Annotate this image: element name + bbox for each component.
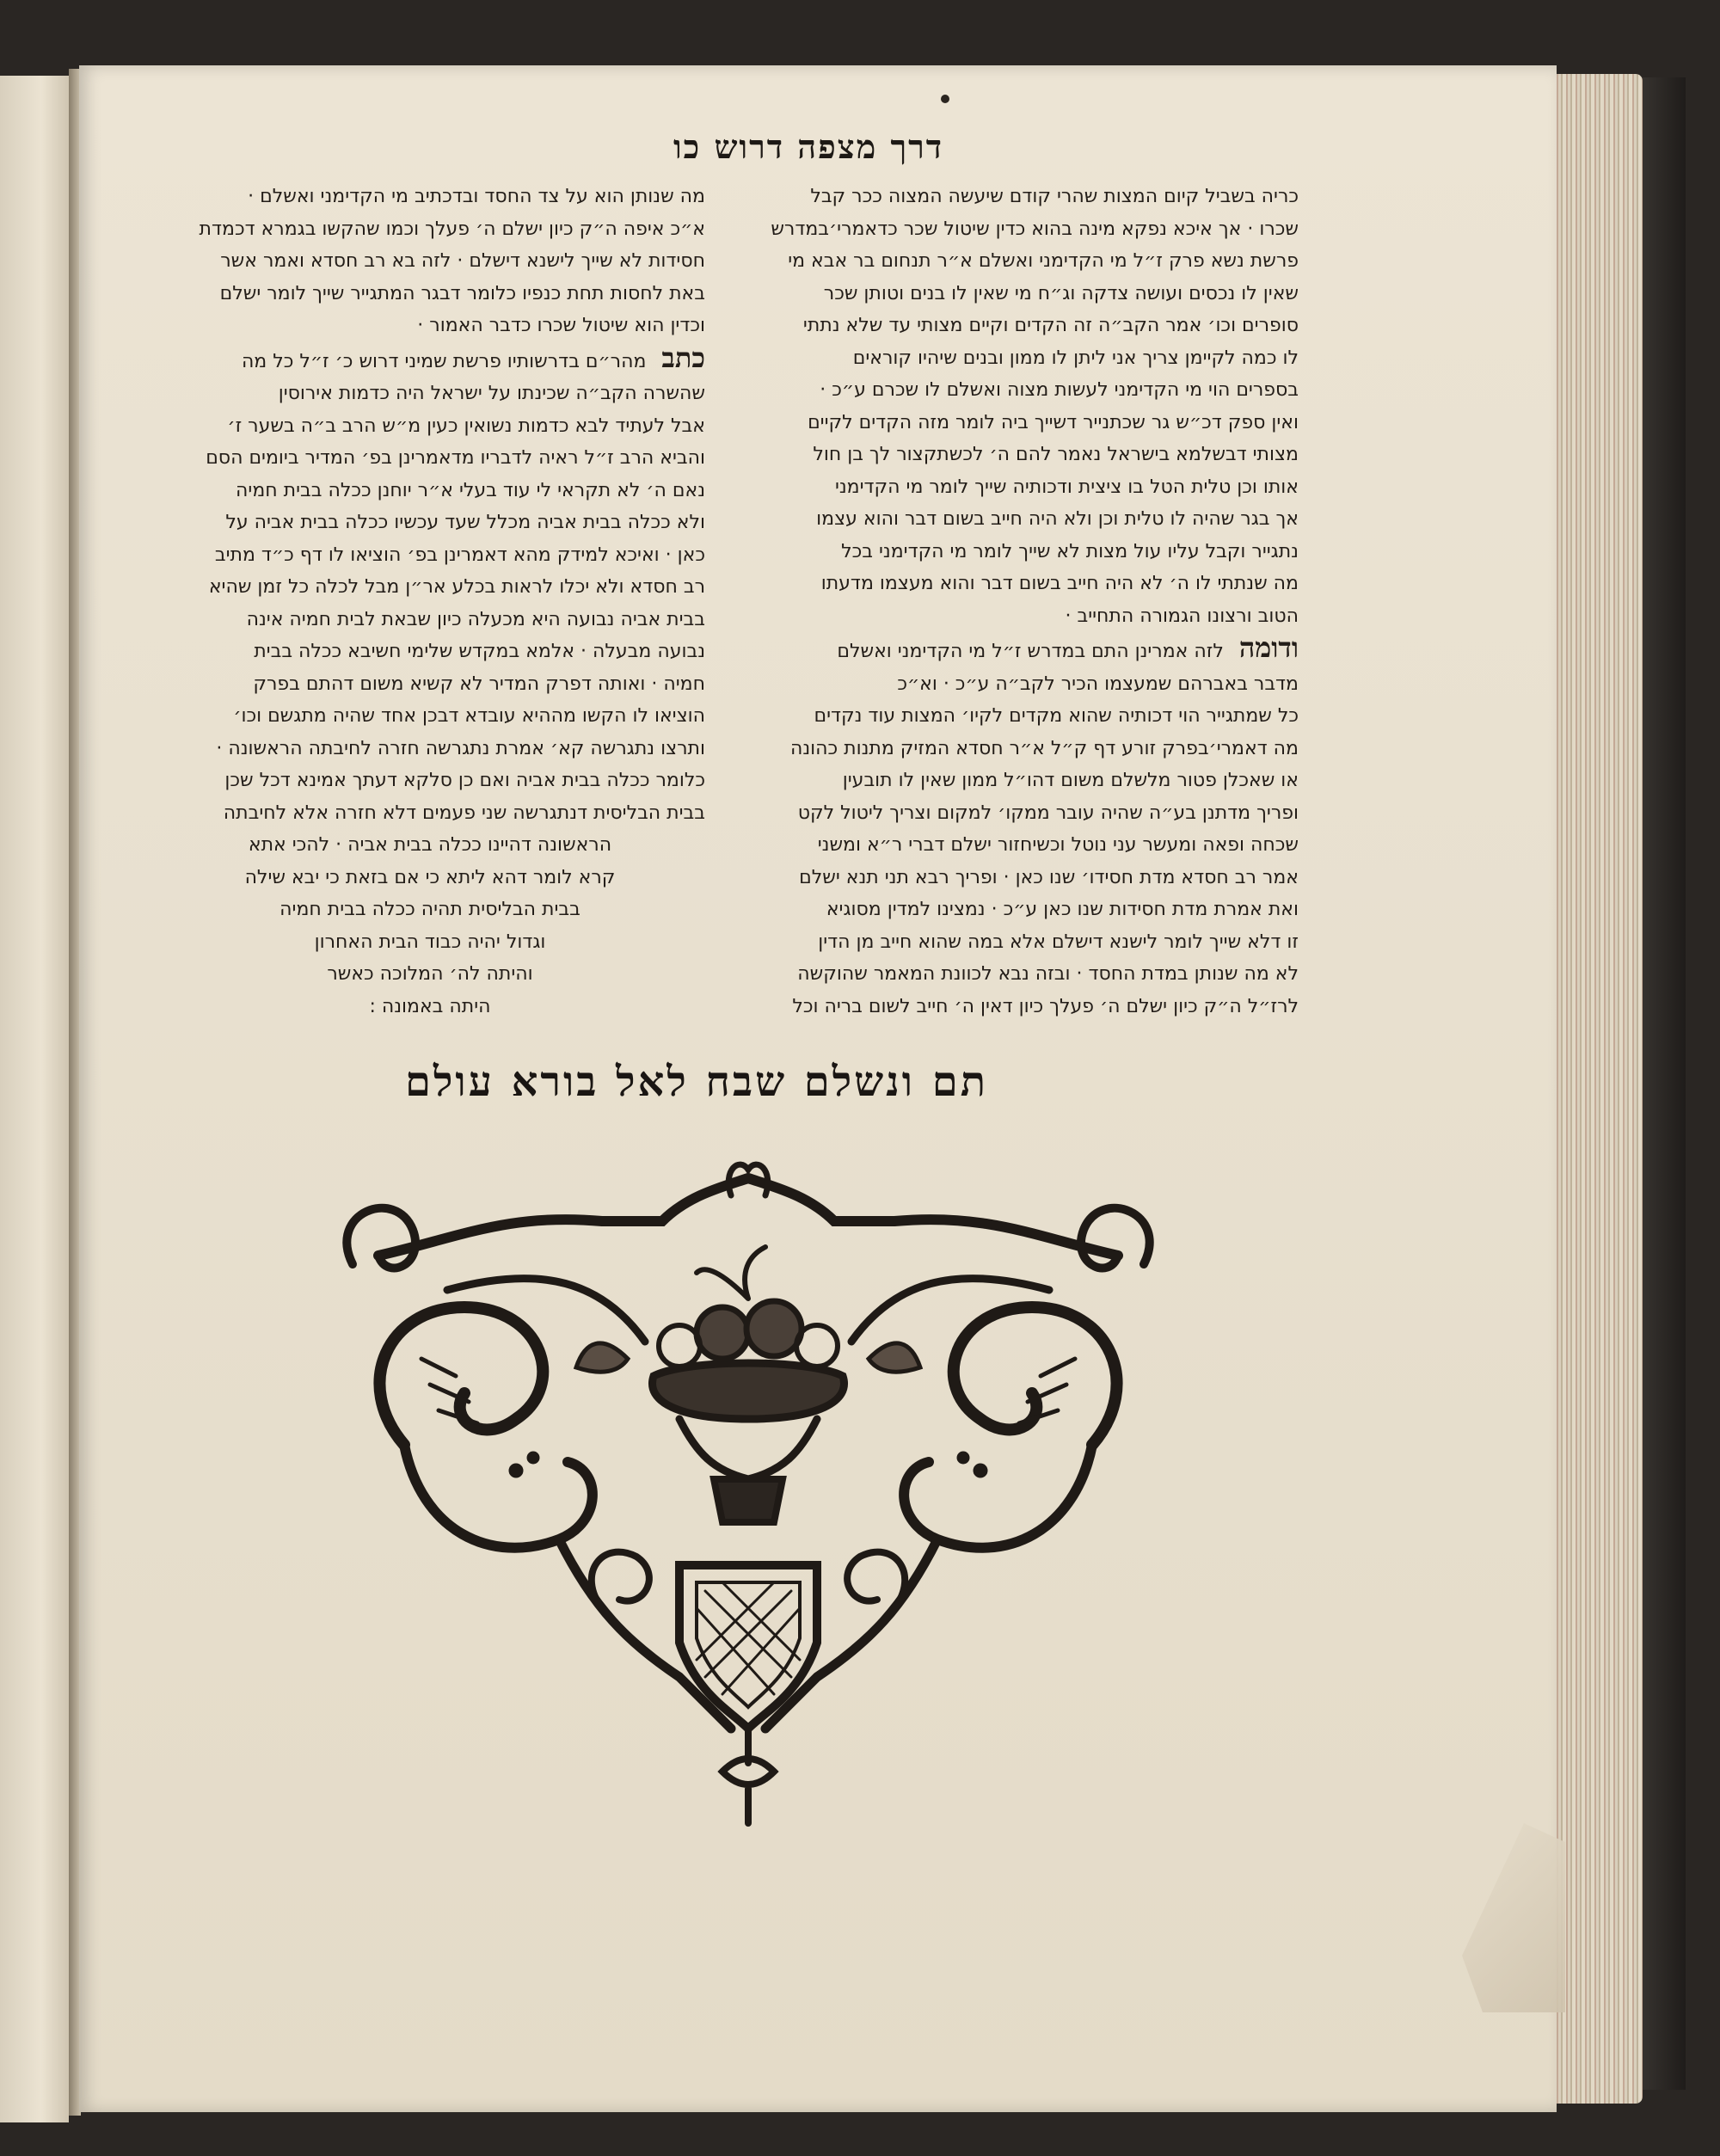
text-line: זו דלא שייך לומר לישנא דישלם אלא במה שהוא חייב מן הדין	[818, 931, 1299, 953]
text-line: מה שנתתי לו ה׳ לא היה חייב בשום דבר והוא מעצמו מדעתו	[820, 573, 1299, 594]
text-line: סופרים וכו׳ אמר הקב״ה זה הקדים וקיים מצותי עד שלא נתתי	[802, 315, 1299, 336]
text-line: הראשונה דהיינו ככלה בבית אביה · להכי אתא	[248, 834, 612, 856]
text-line: ותרצו נתגרשה קא׳ אמרת נתגרשה חזרה לחיבתה הראשונה ·	[216, 737, 705, 759]
text-line: אך בגר שהיה לו טלית וכן ולא היה חייב בשום דבר והוא עצמו	[816, 508, 1299, 530]
text-line: מצותי דבשלמא בישראל נאמר להם ה׳ לכשתקצור לך בן חול	[813, 444, 1299, 465]
text-line: לרז״ל ה״ק כיון ישלם ה׳ פעלך כיון דאין ה׳ חייב לשום בריה וכל	[792, 995, 1299, 1017]
running-head: דרך מצפה דרוש כו	[673, 127, 944, 166]
text-line: אותו וכן טלית הטל בו ציצית ודכותיה שייך לומר מי הקדימני	[834, 476, 1299, 498]
left-page-edge	[0, 76, 69, 2122]
text-line: מה שנותן הוא על צד החסד ובדכתיב מי הקדימני ואשלם ·	[248, 186, 705, 207]
text-line: הוציאו לו הקשו מההיא עובדא דבכן אחד שהיה מתגשם וכו׳	[233, 705, 705, 727]
text-line: אבל לעתיד לבא כדמות נשואין כעין מ״ש הרב ב״ה בשער ז׳	[227, 415, 705, 437]
text-line: באת לחסות תחת כנפיו כלומר דבגר המתגייר שייך לומר ישלם	[219, 282, 705, 304]
text-line: שכחה ופאה ומעשר עני נוטל וכשיחזור ישלם דברי ר״א ומשני	[817, 834, 1299, 856]
text-line: שכרו · אך איכא נפקא מינה בהוא כדין שיטול שכר כדאמרי׳במדרש	[771, 218, 1299, 240]
text-line: או שאכלן פטור מלשלם משום דהו״ל ממון שאין לו תובעין	[842, 770, 1299, 791]
right-column-lead-word: ודומה	[1238, 632, 1299, 664]
text-line: בספרים הוי מי הקדימני לעשות מצוה ואשלם לו שכרם ע״כ ·	[820, 379, 1299, 401]
text-line: כלומר ככלה בבית אביה ואם כן סלקא דעתך אמינא דכל שכן	[224, 770, 705, 791]
left-text-column	[155, 181, 705, 1023]
text-line: בבית הבליסית תהיה ככלה בבית חמיה	[280, 899, 580, 920]
right-column-lines	[748, 181, 1299, 632]
woodcut-ornament-icon	[318, 1161, 1178, 1832]
text-line: אמר רב חסדא מדת חסידו׳ שנו כאן · ופריך רבא תני תנא ישלם	[799, 866, 1299, 888]
text-line: בבית הבליסית דנתגרשה שני פעמים דלא חזרה אלא לחיבתה	[223, 802, 705, 824]
text-line: לא מה שנותן במדת החסד · ובזה נבא לכוונת המאמר שהוקשה	[797, 963, 1299, 985]
text-line: וגדול יהיה כבוד הבית האחרון	[314, 931, 546, 953]
text-line: א״כ איפה ה״ק כיון ישלם ה׳ פעלך וכמו שהקשו בגמרא דכמדת	[199, 218, 705, 240]
text-line: וכדין הוא שיטול שכרו כדבר האמור ·	[417, 315, 705, 336]
text-line: מה דאמרי׳בפרק זורע דף ק״ל א״ר חסדא המזיק מתנות כהונה	[789, 737, 1299, 759]
text-line: נבועה מבעלה · אלמא במקדש שלימי חשיבא ככלה בבית	[254, 641, 705, 662]
text-line: חמיה · ואותה דפרק המדיר לא קשיא משום דהתם בפרק	[253, 673, 705, 695]
text-line: והביא הרב ז״ל ראיה לדבריו מדאמרינן בפ׳ המדיר ביומים הסם	[206, 447, 705, 469]
right-column-lead-text: לזה אמרינן התם במדרש ז״ל מי הקדימני ואשלם	[837, 641, 1224, 662]
text-line: פרשת נשא פרק ז״ל מי הקדימני ואשלם א״ר תנחום בר אבא מי	[788, 250, 1299, 272]
text-line: שאין לו נכסים ועושה צדקה וג״ח מי שאין לו בנים וטותן שכר	[823, 282, 1299, 304]
text-line: כאן · ואיכא למידק מהא דאמרינן בפ׳ הוציאו לו דף כ״ד מתיב	[214, 544, 705, 566]
text-line: כריה בשביל קיום המצות שהרי קודם שיעשה המצוה ככר קבל	[810, 186, 1299, 207]
left-column-lead-word: כתב	[661, 341, 705, 374]
right-column-lines-after	[748, 668, 1299, 1023]
text-line: היתה באמונה :	[369, 995, 491, 1017]
text-line: והיתה לה׳ המלוכה כאשר	[327, 963, 533, 985]
right-text-column	[748, 181, 1299, 1023]
left-column-lines-after	[155, 378, 705, 829]
text-line: מדבר באברהם שמעצמו הכיר לקב״ה ע״כ · וא״כ	[897, 673, 1299, 695]
text-line: נאם ה׳ לא תקראי לי עוד בעלי א״ר יוחנן ככלה בבית חמיה	[236, 479, 705, 501]
right-column-lead-line	[748, 632, 1299, 668]
text-line: ואין ספק דכ״ש גר שכתנייר דשייך ביה לומר מזה הקדים לקיים	[808, 411, 1299, 433]
text-line: כל שמתגייר הוי דכותיה שהוא מקדים לקיו׳ המצות עוד נקדים	[814, 705, 1299, 727]
text-line: שהשרה הקב״ה שכינתו על ישראל היה כדמות אירוסין	[278, 383, 705, 404]
text-line: ולא ככלה בבית אביה מכלל שעד עכשיו ככלה בבית אביה על	[225, 512, 705, 533]
text-line: ואת אמרת מדת חסידות שנו כאן ע״כ · נמצינו למדין מסוגיא	[826, 899, 1299, 920]
left-column-lead-line	[155, 342, 705, 378]
text-line: רב חסדא ולא יכלו לראות בכלע אר״ן מבל לכלה כל זמן שהיא	[208, 576, 705, 598]
text-line: קרא לומר דהא ליתא כי אם בזאת כי יבא שילה	[244, 866, 616, 888]
text-line: הטוב ורצונו הגמורה התחייב ·	[1065, 605, 1299, 627]
text-line: בבית אביה נבועה היא מכעלה כיון שבאת לבית חמיה אינה	[246, 608, 705, 630]
closing-colophon: תם ונשלם שבח לאל בורא עולם	[405, 1058, 988, 1106]
text-line: ופריך מדתנן בע״ה שהיה עובר ממקו׳ למקום וצריך ליטול לקט	[797, 802, 1299, 824]
left-column-verse-lines	[155, 829, 705, 1023]
left-column-lines	[155, 181, 705, 342]
left-column-lead-text: מהר״ם בדרשותיו פרשת שמיני דרוש כ׳ ז״ל כל מה	[241, 350, 647, 372]
text-line: נתגייר וקבל עליו עול מצות לא שייך לומר מי הקדימני בכל	[841, 540, 1299, 562]
text-line: חסידות לא שייך לישנא דישלם · לזה בא רב חסדא ואמר אשר	[220, 250, 705, 272]
folio-dot	[941, 95, 949, 103]
text-line: לו כמה לקיימן צריך אני ליתן לו ממון ובנים שיהיו קוראים	[852, 347, 1299, 369]
